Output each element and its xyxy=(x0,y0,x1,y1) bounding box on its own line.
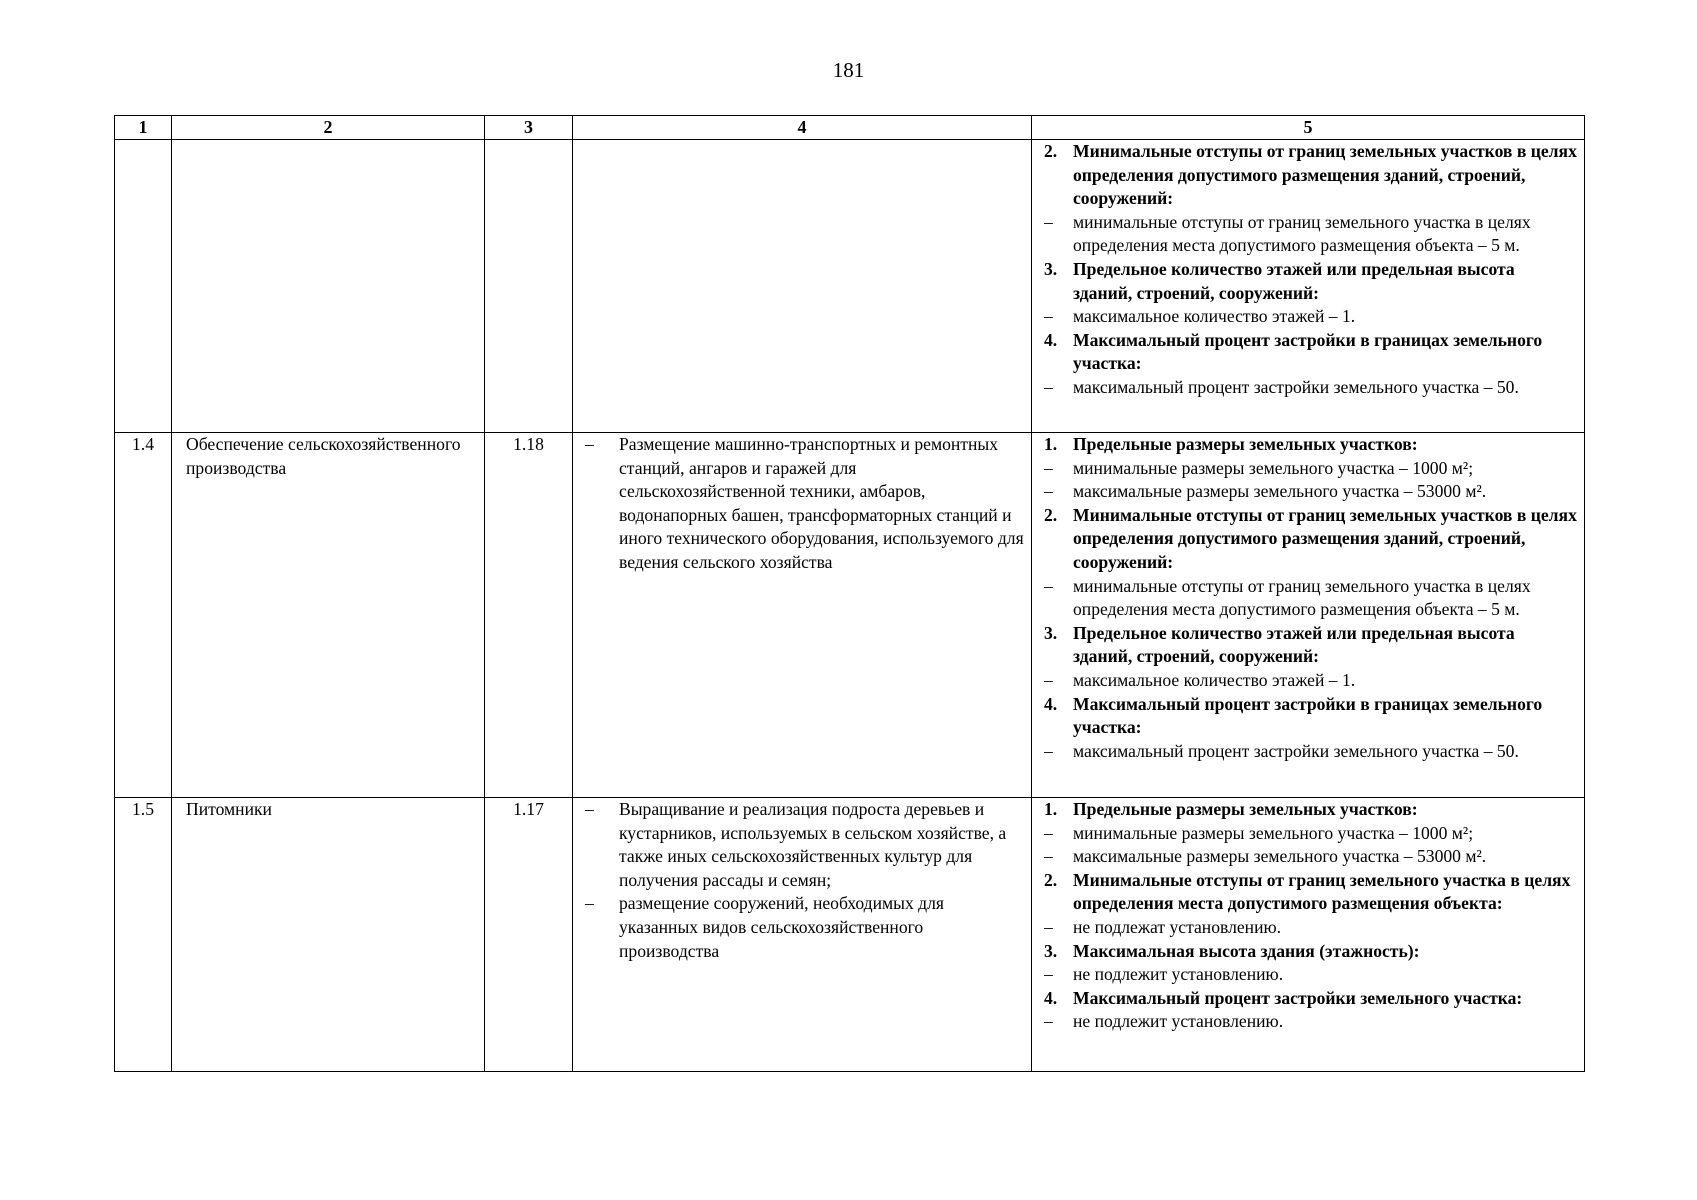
header-col-5: 5 xyxy=(1032,116,1585,140)
parameter-text: Минимальные отступы от границ земельного участка в целях определения места допустимого размещения объекта: xyxy=(1073,869,1571,914)
dash-marker: – xyxy=(1044,740,1053,761)
parameter-text: Предельное количество этажей или предельная высота зданий, строений, сооружений: xyxy=(1073,622,1515,667)
description-item xyxy=(585,798,1025,892)
parameter-value xyxy=(1044,845,1578,869)
header-col-3: 3 xyxy=(485,116,573,140)
header-col-2: 2 xyxy=(172,116,485,140)
parameter-text: Минимальные отступы от границ земельных участков в целях определения допустимого размещения зданий, строений, сооружений: xyxy=(1073,141,1577,209)
parameter-heading xyxy=(1044,140,1578,211)
dash-marker: – xyxy=(1044,964,1053,985)
parameter-text: минимальные размеры земельного участка – 1000 м²; xyxy=(1073,457,1474,478)
parameter-value xyxy=(1044,457,1578,481)
list-number: 4. xyxy=(1044,987,1058,1008)
parameter-text: максимальные размеры земельного участка – 53000 м². xyxy=(1073,481,1487,502)
parameter-text: Максимальный процент застройки в границах земельного участка: xyxy=(1073,329,1543,374)
row-parameters-cell xyxy=(1032,140,1585,433)
list-number: 2. xyxy=(1044,141,1058,161)
row-name-cell: Питомники xyxy=(172,798,485,1072)
list-number: 3. xyxy=(1044,258,1058,279)
row-description-cell xyxy=(573,140,1032,433)
page-number: 181 xyxy=(832,58,865,82)
parameter-value xyxy=(1044,1010,1578,1034)
parameter-value xyxy=(1044,211,1578,258)
list-number: 2. xyxy=(1044,869,1058,890)
parameter-text: Предельные размеры земельных участков: xyxy=(1073,799,1418,819)
row-name-cell: Обеспечение сельскохозяйственного производства xyxy=(172,433,485,798)
list-number: 4. xyxy=(1044,329,1058,350)
list-number: 3. xyxy=(1044,940,1058,961)
dash-marker: – xyxy=(1044,575,1053,596)
parameter-text: не подлежит установлению. xyxy=(1073,964,1284,985)
parameter-value xyxy=(1044,669,1578,693)
row-description-cell xyxy=(573,798,1032,1072)
list-number: 3. xyxy=(1044,622,1058,643)
row-description-cell xyxy=(573,433,1032,798)
dash-marker: – xyxy=(585,893,594,914)
parameter-text: Предельные размеры земельных участков: xyxy=(1073,434,1418,454)
parameter-text: минимальные отступы от границ земельного участка в целях определения места допустимого размещения объекта – 5 м. xyxy=(1073,575,1531,620)
list-number: 4. xyxy=(1044,693,1058,714)
parameter-heading xyxy=(1044,329,1578,376)
dash-marker: – xyxy=(1044,846,1053,867)
header-col-1: 1 xyxy=(115,116,172,140)
parameter-text: не подлежат установлению. xyxy=(1073,916,1282,937)
description-text: размещение сооружений, необходимых для указанных видов сельскохозяйственного производства xyxy=(619,893,945,961)
row-number-cell xyxy=(115,140,172,433)
description-text: Выращивание и реализация подроста деревьев и кустарников, используемых в сельском хозяйстве, а также иных сельскохозяйственных культур для получения рассады и семян; xyxy=(619,799,1007,890)
table-row xyxy=(115,140,1585,433)
list-number: 2. xyxy=(1044,504,1058,525)
description-item xyxy=(585,892,1025,963)
parameter-text: максимальные размеры земельного участка – 53000 м². xyxy=(1073,846,1487,867)
header-col-4: 4 xyxy=(573,116,1032,140)
parameter-text: минимальные размеры земельного участка – 1000 м²; xyxy=(1073,822,1474,843)
dash-marker: – xyxy=(1044,669,1053,690)
parameter-text: не подлежит установлению. xyxy=(1073,1011,1284,1032)
table-row xyxy=(115,798,1585,1072)
parameter-value xyxy=(1044,305,1578,329)
dash-marker: – xyxy=(1044,306,1053,327)
parameter-heading xyxy=(1044,258,1578,305)
parameter-heading xyxy=(1044,433,1578,457)
parameter-text: Максимальная высота здания (этажность): xyxy=(1073,940,1420,961)
parameter-text: Максимальный процент застройки земельного участка: xyxy=(1073,987,1523,1008)
parameter-heading xyxy=(1044,693,1578,740)
row-code-cell: 1.17 xyxy=(485,798,573,1072)
row-number-cell: 1.5 xyxy=(115,798,172,1072)
row-number-cell: 1.4 xyxy=(115,433,172,798)
parameter-text: максимальный процент застройки земельного участка – 50. xyxy=(1073,740,1519,761)
parameter-value xyxy=(1044,916,1578,940)
dash-marker: – xyxy=(585,434,594,454)
list-number: 1. xyxy=(1044,434,1058,454)
row-code-cell xyxy=(485,140,573,433)
parameter-text: Предельное количество этажей или предельная высота зданий, строений, сооружений: xyxy=(1073,258,1515,303)
dash-marker: – xyxy=(1044,481,1053,502)
parameter-heading xyxy=(1044,987,1578,1011)
description-item xyxy=(585,433,1025,575)
parameter-heading xyxy=(1044,869,1578,916)
row-parameters-cell xyxy=(1032,433,1585,798)
parameter-value xyxy=(1044,575,1578,622)
dash-marker: – xyxy=(1044,1011,1053,1032)
parameter-text: максимальное количество этажей – 1. xyxy=(1073,306,1356,327)
dash-marker: – xyxy=(1044,376,1053,397)
row-code-cell: 1.18 xyxy=(485,433,573,798)
dash-marker: – xyxy=(1044,916,1053,937)
row-name-cell xyxy=(172,140,485,433)
parameter-value xyxy=(1044,480,1578,504)
parameter-value xyxy=(1044,963,1578,987)
parameter-value xyxy=(1044,740,1578,764)
parameter-heading xyxy=(1044,504,1578,575)
parameter-heading xyxy=(1044,798,1578,822)
regulations-table xyxy=(114,115,1585,1072)
parameter-text: максимальный процент застройки земельного участка – 50. xyxy=(1073,376,1519,397)
parameter-text: максимальное количество этажей – 1. xyxy=(1073,669,1356,690)
table-row xyxy=(115,433,1585,798)
parameter-text: минимальные отступы от границ земельного участка в целях определения места допустимого размещения объекта – 5 м. xyxy=(1073,211,1531,256)
parameter-heading xyxy=(1044,622,1578,669)
dash-marker: – xyxy=(1044,457,1053,478)
header-row xyxy=(115,116,1585,140)
dash-marker: – xyxy=(585,799,594,819)
parameter-text: Минимальные отступы от границ земельных участков в целях определения допустимого размещения зданий, строений, сооружений: xyxy=(1073,504,1577,572)
parameter-value xyxy=(1044,376,1578,400)
list-number: 1. xyxy=(1044,799,1058,819)
row-parameters-cell xyxy=(1032,798,1585,1072)
parameter-heading xyxy=(1044,940,1578,964)
dash-marker: – xyxy=(1044,211,1053,232)
parameter-text: Максимальный процент застройки в границах земельного участка: xyxy=(1073,693,1543,738)
dash-marker: – xyxy=(1044,822,1053,843)
description-text: Размещение машинно-транспортных и ремонтных станций, ангаров и гаражей для сельскохозяйственной техники, амбаров, водонапорных башен, трансформаторных станций и иного технического оборудования, используемого для ведения сельского хозяйства xyxy=(619,434,1024,572)
parameter-value xyxy=(1044,822,1578,846)
